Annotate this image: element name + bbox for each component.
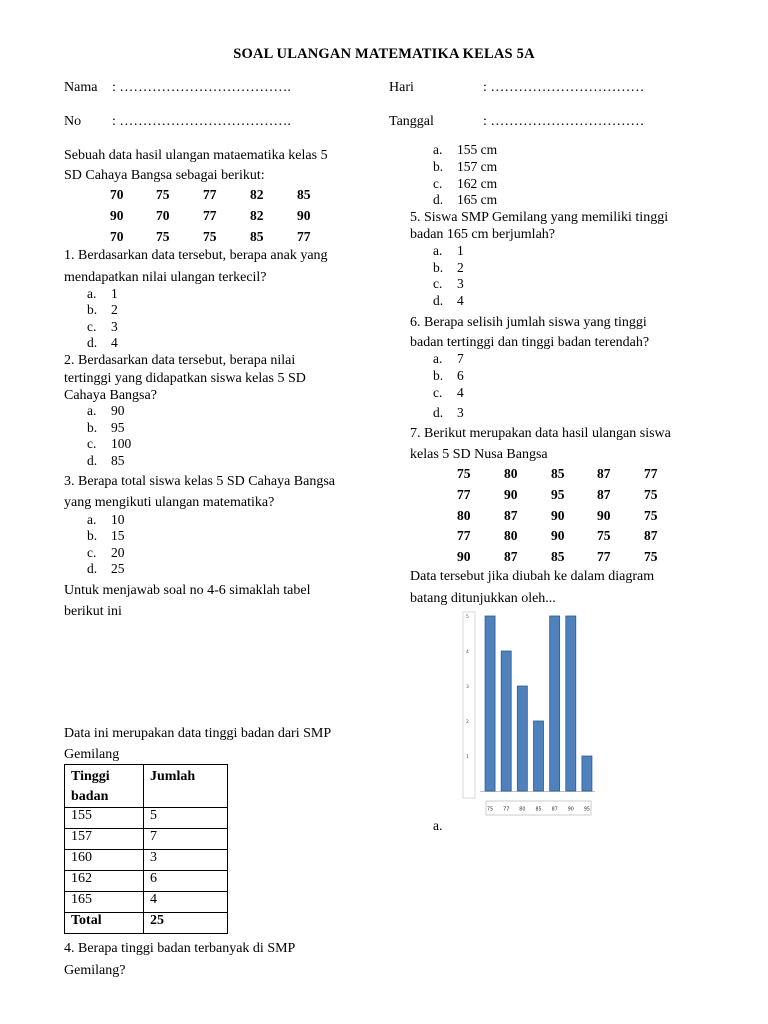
score-cell: 90: [551, 508, 565, 523]
x-tick-label: 75: [487, 807, 494, 813]
intro-line-2: SD Cahaya Bangsa sebagai berikut:: [64, 168, 265, 183]
score-cell: 77: [203, 187, 217, 202]
y-axis-frame: [463, 612, 475, 798]
score-cell: 85: [551, 549, 565, 564]
no-label: No: [64, 114, 82, 129]
question-6-line-1: 6. Berapa selisih jumlah siswa yang tinggi: [410, 315, 647, 330]
nama-field[interactable]: : ……………………………….: [112, 80, 291, 95]
question-4-line-1: 4. Berapa tinggi badan terbanyak di SMP: [64, 941, 296, 956]
score-cell: 85: [250, 229, 264, 244]
q1-option-d[interactable]: d. 4: [87, 335, 118, 350]
x-tick-label: 85: [535, 807, 542, 813]
score-cell: 70: [156, 208, 170, 223]
note-line-1: Untuk menjawab soal no 4-6 simaklah tabel: [64, 583, 311, 598]
nama-label: Nama: [64, 80, 98, 95]
score-cell: 87: [504, 508, 518, 523]
score-cell: 87: [644, 528, 658, 543]
score-cell: 77: [644, 466, 658, 481]
y-tick-label: 1: [466, 755, 469, 760]
q2-option-b[interactable]: b. 95: [87, 420, 125, 435]
score-cell: 77: [457, 528, 471, 543]
q3-option-d[interactable]: d. 25: [87, 561, 125, 576]
data-line-1: Data ini merupakan data tinggi badan dari SMP: [64, 726, 332, 741]
score-cell: 80: [457, 508, 471, 523]
question-5-line-1: 5. Siswa SMP Gemilang yang memiliki tinggi: [410, 210, 669, 225]
score-cell: 90: [551, 528, 565, 543]
q6-option-b[interactable]: b. 6: [433, 368, 464, 383]
q4-option-d[interactable]: d. 165 cm: [433, 192, 498, 207]
table-row: 165 4: [65, 892, 228, 913]
bar: [517, 686, 527, 791]
score-cell: 82: [250, 208, 264, 223]
chart-option-a-label[interactable]: a.: [433, 818, 443, 833]
question-5-line-2: badan 165 cm berjumlah?: [410, 227, 556, 242]
y-tick-label: 5: [466, 615, 469, 620]
x-tick-label: 90: [567, 807, 574, 813]
score-cell: 77: [457, 487, 471, 502]
q6-option-a[interactable]: a. 7: [433, 351, 464, 366]
score-cell: 75: [644, 487, 658, 502]
x-tick-label: 77: [503, 807, 510, 813]
question-2-line-1: 2. Berdasarkan data tersebut, berapa nilai: [64, 353, 296, 368]
score-cell: 80: [504, 528, 518, 543]
x-tick-label: 80: [519, 807, 526, 813]
q1-option-a[interactable]: a. 1: [87, 286, 118, 301]
table-row: 162 6: [65, 871, 228, 892]
table-total-row: Total 25: [65, 913, 228, 934]
y-tick-label: 3: [466, 685, 469, 690]
score-cell: 90: [457, 549, 471, 564]
bar: [534, 721, 544, 791]
q1-option-c[interactable]: c. 3: [87, 319, 118, 334]
question-6-line-2: badan tertinggi dan tinggi badan terendah?: [410, 335, 650, 350]
score-cell: 70: [110, 187, 124, 202]
q3-option-a[interactable]: a. 10: [87, 512, 125, 527]
page-title: SOAL ULANGAN MATEMATIKA KELAS 5A: [233, 46, 535, 62]
y-tick-label: 4: [466, 650, 469, 655]
question-1-line-1: 1. Berdasarkan data tersebut, berapa anak yang: [64, 248, 328, 263]
score-grid-nusa-bangsa: [457, 466, 667, 566]
question-1-line-2: mendapatkan nilai ulangan terkecil?: [64, 270, 267, 285]
hari-label: Hari: [389, 80, 414, 95]
header-tinggi-badan: Tinggi badan: [65, 765, 144, 808]
q5-option-d[interactable]: d. 4: [433, 293, 464, 308]
score-cell: 90: [504, 487, 518, 502]
score-cell: 75: [156, 229, 170, 244]
question-7-line-3: Data tersebut jika diubah ke dalam diagram: [410, 569, 655, 584]
score-cell: 77: [297, 229, 311, 244]
score-cell: 87: [597, 466, 611, 481]
question-7-line-4: batang ditunjukkan oleh...: [410, 591, 556, 606]
question-3-line-2: yang mengikuti ulangan matematika?: [64, 495, 275, 510]
bar-chart-svg: [455, 608, 600, 823]
bar: [582, 756, 592, 791]
q3-option-b[interactable]: b. 15: [87, 528, 125, 543]
score-cell: 90: [597, 508, 611, 523]
score-cell: 77: [203, 208, 217, 223]
bar: [550, 616, 560, 791]
bar-chart-option-a[interactable]: [455, 608, 600, 823]
data-line-2: Gemilang: [64, 747, 120, 762]
intro-line-1: Sebuah data hasil ulangan mataematika kelas 5: [64, 148, 328, 163]
score-cell: 77: [597, 549, 611, 564]
score-cell: 75: [156, 187, 170, 202]
score-grid-cahaya-bangsa: [110, 187, 320, 247]
table-row: 155 5: [65, 808, 228, 829]
x-tick-label: 95: [583, 807, 590, 813]
q5-option-a[interactable]: a. 1: [433, 243, 464, 258]
score-cell: 85: [297, 187, 311, 202]
question-7-line-2: kelas 5 SD Nusa Bangsa: [410, 447, 548, 462]
score-cell: 95: [551, 487, 565, 502]
q6-option-d[interactable]: d. 3: [433, 405, 464, 420]
q2-option-d[interactable]: d. 85: [87, 453, 125, 468]
height-table: [64, 764, 228, 934]
q2-option-a[interactable]: a. 90: [87, 403, 125, 418]
score-cell: 82: [250, 187, 264, 202]
x-tick-label: 87: [551, 807, 558, 813]
score-cell: 87: [504, 549, 518, 564]
tanggal-label: Tanggal: [389, 114, 434, 129]
score-cell: 80: [504, 466, 518, 481]
score-cell: 87: [597, 487, 611, 502]
question-2-line-2: tertinggi yang didapatkan siswa kelas 5 SD: [64, 371, 306, 386]
q5-option-c[interactable]: c. 3: [433, 276, 464, 291]
bar: [566, 616, 576, 791]
score-cell: 75: [203, 229, 217, 244]
y-tick-label: 2: [466, 720, 469, 725]
table-row: 157 7: [65, 829, 228, 850]
q4-option-b[interactable]: b. 157 cm: [433, 159, 498, 174]
score-cell: 75: [457, 466, 471, 481]
score-cell: 75: [644, 508, 658, 523]
question-7-line-1: 7. Berikut merupakan data hasil ulangan siswa: [410, 426, 671, 441]
header-jumlah: Jumlah: [144, 765, 228, 808]
question-4-line-2: Gemilang?: [64, 963, 126, 978]
bar: [501, 651, 511, 791]
bar: [485, 616, 495, 791]
tanggal-field[interactable]: : ……………………………: [483, 114, 645, 129]
no-field[interactable]: : ……………………………….: [112, 114, 291, 129]
score-cell: 70: [110, 229, 124, 244]
q4-option-c[interactable]: c. 162 cm: [433, 176, 498, 191]
q5-option-b[interactable]: b. 2: [433, 260, 464, 275]
question-3-line-1: 3. Berapa total siswa kelas 5 SD Cahaya Bangsa: [64, 474, 335, 489]
hari-field[interactable]: : ……………………………: [483, 80, 645, 95]
chart-layer: [463, 612, 595, 815]
question-2-line-3: Cahaya Bangsa?: [64, 388, 157, 403]
q6-option-c[interactable]: c. 4: [433, 385, 464, 400]
q2-option-c[interactable]: c. 100: [87, 436, 132, 451]
score-cell: 85: [551, 466, 565, 481]
score-cell: 75: [597, 528, 611, 543]
score-cell: 90: [110, 208, 124, 223]
q3-option-c[interactable]: c. 20: [87, 545, 125, 560]
note-line-2: berikut ini: [64, 604, 122, 619]
score-cell: 75: [644, 549, 658, 564]
table-header-row: [65, 765, 228, 808]
q4-option-a[interactable]: a. 155 cm: [433, 142, 498, 157]
q1-option-b[interactable]: b. 2: [87, 302, 118, 317]
score-cell: 90: [297, 208, 311, 223]
table-row: 160 3: [65, 850, 228, 871]
